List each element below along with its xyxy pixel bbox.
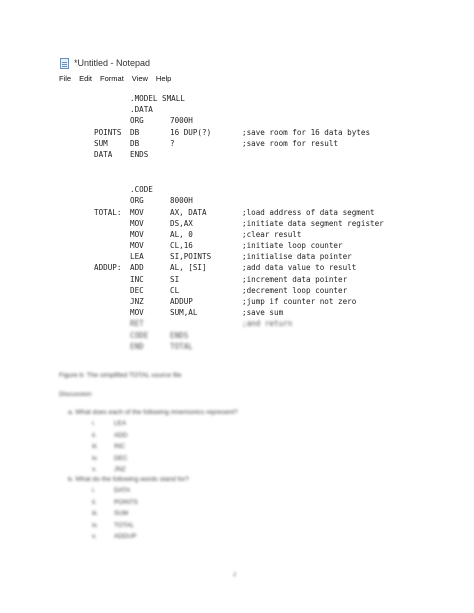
code-line: [0, 229, 474, 240]
list-item-text: POINTS: [114, 498, 138, 506]
code-opcode: .DATA: [130, 105, 153, 115]
code-comment: ;initiate data segment register: [242, 218, 384, 228]
code-operand: SI,POINTS: [170, 252, 212, 262]
code-operand: 7000H: [170, 116, 193, 126]
code-opcode: CODE: [130, 330, 149, 340]
code-line: [0, 240, 474, 251]
code-opcode: ORG: [130, 196, 144, 206]
list-item-number: v.: [92, 533, 97, 540]
code-operand: TOTAL: [170, 341, 193, 351]
code-line: [0, 330, 474, 341]
menu-view[interactable]: View: [131, 74, 148, 83]
list-item-text: SUM: [114, 510, 129, 517]
code-opcode: DEC: [130, 285, 144, 295]
code-operand: CL,16: [170, 241, 193, 251]
list-item-text: ADDUP: [114, 533, 137, 540]
code-label: SUM: [94, 138, 108, 148]
code-operand: DS,AX: [170, 218, 193, 228]
code-operand: AX, DATA: [170, 207, 207, 217]
code-line: [0, 318, 474, 329]
code-opcode: MOV: [130, 308, 144, 318]
code-line: [0, 127, 474, 138]
code-line: [0, 184, 474, 195]
list-item-number: iii.: [92, 443, 99, 450]
code-line: [0, 218, 474, 229]
code-comment: ;clear result: [242, 229, 302, 239]
code-operand: 8000H: [170, 196, 193, 206]
page-number: 2: [233, 572, 237, 578]
question-b: b. What do the following words stand for?: [68, 476, 189, 483]
code-opcode: JNZ: [130, 297, 144, 306]
code-comment: ;jump if counter not zero: [242, 297, 357, 306]
code-line: [0, 307, 474, 318]
menu-help[interactable]: Help: [155, 74, 172, 83]
code-operand: ENDS: [170, 330, 189, 340]
menu-edit[interactable]: Edit: [79, 74, 93, 83]
code-label: ADDUP:: [94, 263, 122, 273]
code-operand: AL, [SI]: [170, 263, 207, 273]
code-operand: SI: [170, 274, 180, 284]
code-opcode: MOV: [130, 218, 144, 228]
list-item-number: iii.: [92, 510, 99, 517]
code-operand: ADDUP: [170, 297, 193, 306]
code-operand: ?: [170, 138, 175, 148]
code-line: [0, 195, 474, 206]
list-item-number: ii.: [92, 431, 97, 439]
code-line: [0, 296, 474, 307]
code-comment: ;save sum: [242, 308, 284, 318]
list-item-number: ii.: [92, 498, 97, 506]
code-opcode: MOV: [130, 241, 144, 251]
code-line: [0, 207, 474, 218]
code-operand: CL: [170, 285, 180, 295]
list-item-number: iv.: [92, 521, 98, 529]
discussion-label: Discussion:: [59, 391, 93, 398]
menu-format[interactable]: Format: [100, 74, 124, 83]
figure-caption: Figure b: The simplified TOTAL source file: [59, 372, 182, 379]
list-item-text: INC: [114, 443, 126, 450]
code-comment: ;load address of data segment: [242, 207, 375, 217]
code-line: [0, 115, 474, 126]
code-editor-text[interactable]: [0, 93, 474, 352]
blank-line: [0, 160, 474, 172]
code-label: POINTS: [94, 127, 122, 137]
code-opcode: LEA: [130, 252, 144, 262]
code-opcode: ENDS: [130, 149, 149, 159]
code-opcode: DB: [130, 127, 140, 137]
code-line: [0, 251, 474, 262]
code-opcode: ADD: [130, 263, 144, 273]
code-opcode: MOV: [130, 207, 144, 217]
code-line: [0, 93, 474, 104]
code-line: [0, 285, 474, 296]
code-line: [0, 138, 474, 149]
code-comment: ;increment data pointer: [242, 274, 348, 284]
list-item-text: LEA: [114, 420, 127, 427]
list-item-text: DATA: [114, 487, 131, 494]
code-comment: ;decrement loop counter: [242, 285, 348, 295]
code-opcode: ORG: [130, 116, 144, 126]
code-opcode: .MODEL SMALL: [130, 94, 185, 103]
code-label: DATA: [94, 149, 113, 159]
code-operand: 16 DUP(?): [170, 127, 212, 137]
code-comment: ;initiate loop counter: [242, 241, 343, 251]
blank-line: [0, 172, 474, 184]
code-label: TOTAL:: [94, 207, 122, 217]
code-line: [0, 262, 474, 273]
list-item-number: i.: [92, 420, 96, 427]
window-title: *Untitled - Notepad: [74, 58, 151, 68]
list-item-number: v.: [92, 466, 97, 473]
code-opcode: RET: [130, 319, 144, 329]
menu-file[interactable]: File: [59, 74, 72, 83]
code-comment: ;add data value to result: [242, 263, 357, 273]
code-opcode: DB: [130, 138, 140, 148]
code-operand: AL, 0: [170, 229, 193, 239]
list-item-number: i.: [92, 487, 96, 494]
code-line: [0, 104, 474, 115]
list-item-text: TOTAL: [114, 521, 135, 529]
code-comment: ;initialise data pointer: [242, 252, 352, 262]
window-titlebar: [60, 56, 150, 70]
notepad-icon: [60, 58, 69, 69]
list-item-text: JNZ: [114, 466, 126, 473]
code-line: [0, 274, 474, 285]
list-item-number: iv.: [92, 454, 98, 462]
code-opcode: MOV: [130, 229, 144, 239]
code-comment: ;save room for 16 data bytes: [242, 127, 371, 137]
code-comment: ;and return: [242, 319, 293, 329]
code-operand: SUM,AL: [170, 308, 198, 318]
code-line: [0, 149, 474, 160]
list-item-text: ADD: [114, 431, 128, 439]
code-opcode: INC: [130, 274, 144, 284]
code-opcode: END: [130, 341, 144, 351]
code-line: [0, 341, 474, 352]
list-item-text: DEC: [114, 454, 128, 462]
question-a: a. What does each of the following mnemonics represent?: [68, 409, 238, 416]
code-comment: ;save room for result: [242, 138, 339, 148]
menu-bar: [59, 74, 179, 86]
code-opcode: .CODE: [130, 185, 153, 195]
